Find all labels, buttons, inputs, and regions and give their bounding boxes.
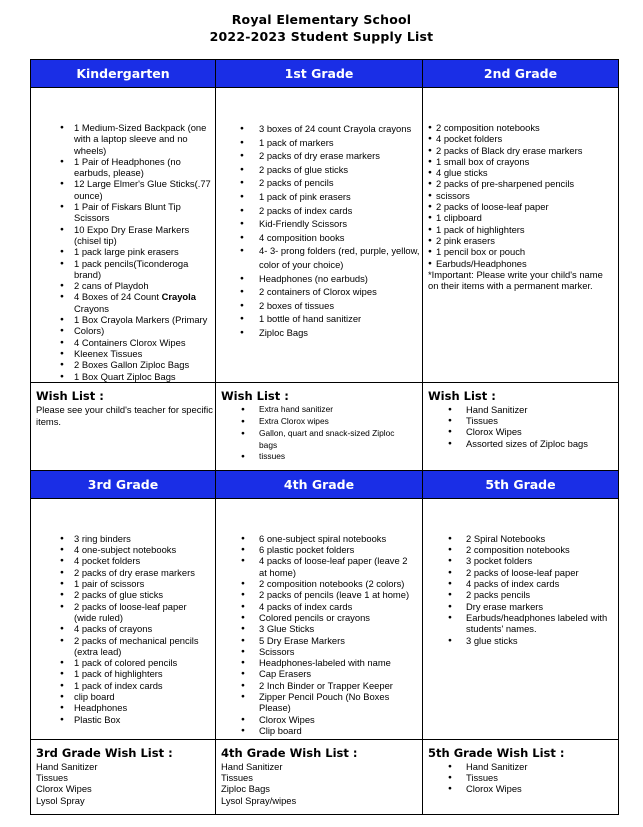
list-item: ● Scissors xyxy=(216,646,416,657)
second-grade-header: 2nd Grade xyxy=(423,60,619,88)
crayola-suffix: Crayons xyxy=(74,302,109,314)
wishlist-title: Wish List : xyxy=(36,388,104,403)
list-item: ● Gallon, quart and snack-sized Ziploc bags xyxy=(216,428,408,452)
list-item: ● 2 packs of mechanical pencils (extra lead) xyxy=(31,635,205,658)
list-item: ● 4 packs of loose-leaf paper (leave 2 at home) xyxy=(216,555,416,578)
list-item: ● Zipper Pencil Pouch (No Boxes Please) xyxy=(216,691,416,714)
list-item: ● 1 clipboard xyxy=(428,212,612,223)
list-item: ● 1 pack of highlighters xyxy=(31,668,205,679)
list-item: ● Kleenex Tissues xyxy=(31,348,215,359)
list-item: ● 2 pink erasers xyxy=(428,235,612,246)
list-item: ● Clorox Wipes xyxy=(423,426,618,437)
list-item: ● 1 Pair of Headphones (no earbuds, please) xyxy=(31,156,215,179)
list-item: ● 2 packs of glue sticks xyxy=(216,163,422,177)
fourth-grade-supplies xyxy=(216,498,423,739)
list-item: ● 12 Large Elmer's Glue Sticks(.77 ounce) xyxy=(31,178,215,201)
second-grade-supplies xyxy=(423,88,619,383)
wishlist-line: Clorox Wipes xyxy=(36,783,92,795)
fourth-grade-list xyxy=(216,533,422,736)
wishlist-line: Tissues xyxy=(221,772,253,784)
list-item: ● 10 Expo Dry Erase Markers (chisel tip) xyxy=(31,224,215,247)
supply-list-table xyxy=(30,59,619,815)
list-item: ● 1 small box of crayons xyxy=(428,156,612,167)
list-item: ● 4- 3- prong folders (red, purple, yellow, color of your choice) xyxy=(216,244,422,271)
list-item: ● 2 packs of dry erase markers xyxy=(31,567,205,578)
wishlist-row-k-2 xyxy=(31,382,619,470)
list-item: ● 2 packs of loose-leaf paper (wide ruled) xyxy=(31,601,205,624)
list-item: ● 1 pack of colored pencils xyxy=(31,657,205,668)
list-item: ● 4 pocket folders xyxy=(31,555,205,566)
list-item: ● 2 composition notebooks xyxy=(428,122,612,133)
page-title: 2022-2023 Student Supply List xyxy=(209,29,434,44)
list-item: ● Headphones (no earbuds) xyxy=(216,272,422,286)
list-item: ● Colored pencils or crayons xyxy=(216,612,416,623)
list-item: ● 1 pair of scissors xyxy=(31,578,205,589)
list-item: ● Ziploc Bags xyxy=(216,326,422,340)
wishlist-title: Wish List : xyxy=(221,388,289,403)
list-item: ● 2 packs of pencils (leave 1 at home) xyxy=(216,589,416,600)
list-item: ● 2 composition notebooks xyxy=(423,544,614,555)
list-item: ● 4 one-subject notebooks xyxy=(31,544,205,555)
list-item: ● Assorted sizes of Ziploc bags xyxy=(423,438,618,449)
first-grade-wish-items xyxy=(216,404,422,464)
supplies-row-k-2 xyxy=(31,88,619,383)
wishlist-title: 3rd Grade Wish List : xyxy=(36,745,173,760)
list-item: ● 2 packs of pencils xyxy=(216,176,422,190)
list-item: ● scissors xyxy=(428,190,612,201)
list-item: ● 4 packs of index cards xyxy=(216,601,416,612)
header-row-k-2 xyxy=(31,60,619,88)
list-item: ● 2 composition notebooks (2 colors) xyxy=(216,578,416,589)
list-item: ● 1 pack of highlighters xyxy=(428,224,612,235)
list-item: ● 3 pocket folders xyxy=(423,555,614,566)
list-item: ● 1 pack of pink erasers xyxy=(216,190,422,204)
fifth-grade-header: 5th Grade xyxy=(423,470,619,498)
list-item: ● Earbuds/Headphones xyxy=(428,258,612,269)
third-grade-supplies xyxy=(31,498,216,739)
fifth-grade-supplies xyxy=(423,498,619,739)
list-item: ● 2 packs of glue sticks xyxy=(31,589,205,600)
list-item: ● Dry erase markers xyxy=(423,601,614,612)
list-item: ● Headphones xyxy=(31,702,205,713)
list-item: ● Extra hand sanitizer xyxy=(216,404,408,416)
wishlist-line: Hand Sanitizer xyxy=(36,760,98,772)
list-item: ● 2 cans of Playdoh xyxy=(31,280,215,291)
third-grade-header: 3rd Grade xyxy=(31,470,216,498)
list-item: ● 1 pack of markers xyxy=(216,136,422,150)
crayola-brand: Crayola xyxy=(161,291,196,303)
list-item: ● 1 Box Quart Ziploc Bags xyxy=(31,371,215,382)
list-item: ● 4 pocket folders xyxy=(428,133,612,144)
school-name: Royal Elementary School xyxy=(231,12,412,27)
wishlist-text: Please see your child's teacher for specific items. xyxy=(36,403,213,428)
list-item: ● 1 Medium-Sized Backpack (one with a laptop sleeve and no wheels) xyxy=(31,122,215,156)
third-grade-wishlist xyxy=(31,739,216,814)
first-grade-header: 1st Grade xyxy=(216,60,423,88)
list-item: ● 2 packs of Black dry erase markers xyxy=(428,145,612,156)
list-item: ● Clorox Wipes xyxy=(423,783,618,794)
list-item: ● 4 packs of index cards xyxy=(423,578,614,589)
supplies-row-3-5 xyxy=(31,498,619,739)
list-item: ● 2 packs pencils xyxy=(423,589,614,600)
list-item: ● 3 Glue Sticks xyxy=(216,623,416,634)
list-item: ● Kid-Friendly Scissors xyxy=(216,217,422,231)
list-item: ● 4 composition books xyxy=(216,231,422,245)
list-item: ● Extra Clorox wipes xyxy=(216,416,408,428)
second-grade-list xyxy=(428,122,612,269)
list-item: ● Clip board xyxy=(216,725,416,736)
list-item: ● tissues xyxy=(216,451,408,463)
list-item: ● Headphones-labeled with name xyxy=(216,657,416,668)
list-item: ● 2 packs of loose-leaf paper xyxy=(428,201,612,212)
wishlist-title: 4th Grade Wish List : xyxy=(221,745,358,760)
list-item: ● 3 boxes of 24 count Crayola crayons xyxy=(216,122,422,136)
first-grade-supplies xyxy=(216,88,423,383)
list-item: ● 2 Inch Binder or Trapper Keeper xyxy=(216,680,416,691)
list-item: ● 3 glue sticks xyxy=(423,635,614,646)
second-grade-wish-items xyxy=(423,404,618,449)
list-item: ● Tissues xyxy=(423,772,618,783)
first-grade-wishlist xyxy=(216,382,423,470)
first-grade-list xyxy=(216,122,422,340)
list-item: ● 1 bottle of hand sanitizer xyxy=(216,312,422,326)
wishlist-line: Lysol Spray xyxy=(36,794,85,806)
list-item: ● 4 glue sticks xyxy=(428,167,612,178)
list-item: ● 5 Dry Erase Markers xyxy=(216,635,416,646)
list-item: ● Earbuds/headphones labeled with students' names. xyxy=(423,612,614,635)
list-item: ● Clorox Wipes xyxy=(216,714,416,725)
list-item: ● 2 packs of loose-leaf paper xyxy=(423,567,614,578)
list-item xyxy=(31,291,215,314)
list-item: ● 1 pack large pink erasers xyxy=(31,246,215,257)
list-item: ● 6 one-subject spiral notebooks xyxy=(216,533,416,544)
list-item: ● Colors) xyxy=(31,325,215,336)
list-item: ● 2 packs of dry erase markers xyxy=(216,149,422,163)
list-item: ● 4 packs of crayons xyxy=(31,623,205,634)
fifth-grade-wishlist xyxy=(423,739,619,814)
list-item: ● 1 Box Crayola Markers (Primary xyxy=(31,314,215,325)
wishlist-title: 5th Grade Wish List : xyxy=(428,745,565,760)
kindergarten-supplies xyxy=(31,88,216,383)
list-item: ● 2 Boxes Gallon Ziploc Bags xyxy=(31,359,215,370)
list-item: ● 1 pack of index cards xyxy=(31,680,205,691)
list-item: ● 2 Spiral Notebooks xyxy=(423,533,614,544)
list-item: ● 2 containers of Clorox wipes xyxy=(216,285,422,299)
list-item: ● 4 Containers Clorox Wipes xyxy=(31,337,215,348)
list-item: ● Tissues xyxy=(423,415,618,426)
fifth-grade-list xyxy=(423,533,618,646)
wishlist-line: Lysol Spray/wipes xyxy=(221,794,297,806)
list-item: ● 1 pack pencils(Ticonderoga brand) xyxy=(31,258,215,281)
list-item: ● 3 ring binders xyxy=(31,533,205,544)
list-item: ● Plastic Box xyxy=(31,714,205,725)
fifth-grade-wish-items xyxy=(423,761,618,795)
third-grade-list xyxy=(31,533,215,725)
list-item: ● 2 packs of pre-sharpened pencils xyxy=(428,178,612,189)
wishlist-title: Wish List : xyxy=(428,388,496,403)
list-item: ● clip board xyxy=(31,691,205,702)
list-item: ● 6 plastic pocket folders xyxy=(216,544,416,555)
fourth-grade-wishlist xyxy=(216,739,423,814)
list-item: ● 2 packs of index cards xyxy=(216,204,422,218)
list-item: ● 2 boxes of tissues xyxy=(216,299,422,313)
list-item: ● 1 pencil box or pouch xyxy=(428,246,612,257)
important-note: *Important: Please write your child's name on their items with a permanent marker. xyxy=(428,268,603,292)
wishlist-line: Tissues xyxy=(36,772,68,784)
list-item: ● Hand Sanitizer xyxy=(423,761,618,772)
crayola-prefix: 4 Boxes of 24 Count xyxy=(74,291,162,303)
wishlist-line: Hand Sanitizer xyxy=(221,760,283,772)
fourth-grade-header: 4th Grade xyxy=(216,470,423,498)
kindergarten-list xyxy=(31,122,215,382)
header-row-3-5 xyxy=(31,470,619,498)
kindergarten-header: Kindergarten xyxy=(31,60,216,88)
wishlist-line: Ziploc Bags xyxy=(221,783,270,795)
list-item: ● 1 Pair of Fiskars Blunt Tip Scissors xyxy=(31,201,215,224)
list-item: ● Hand Sanitizer xyxy=(423,404,618,415)
list-item: ● Cap Erasers xyxy=(216,668,416,679)
second-grade-wishlist xyxy=(423,382,619,470)
kindergarten-wishlist xyxy=(31,382,216,470)
wishlist-row-3-5 xyxy=(31,739,619,814)
